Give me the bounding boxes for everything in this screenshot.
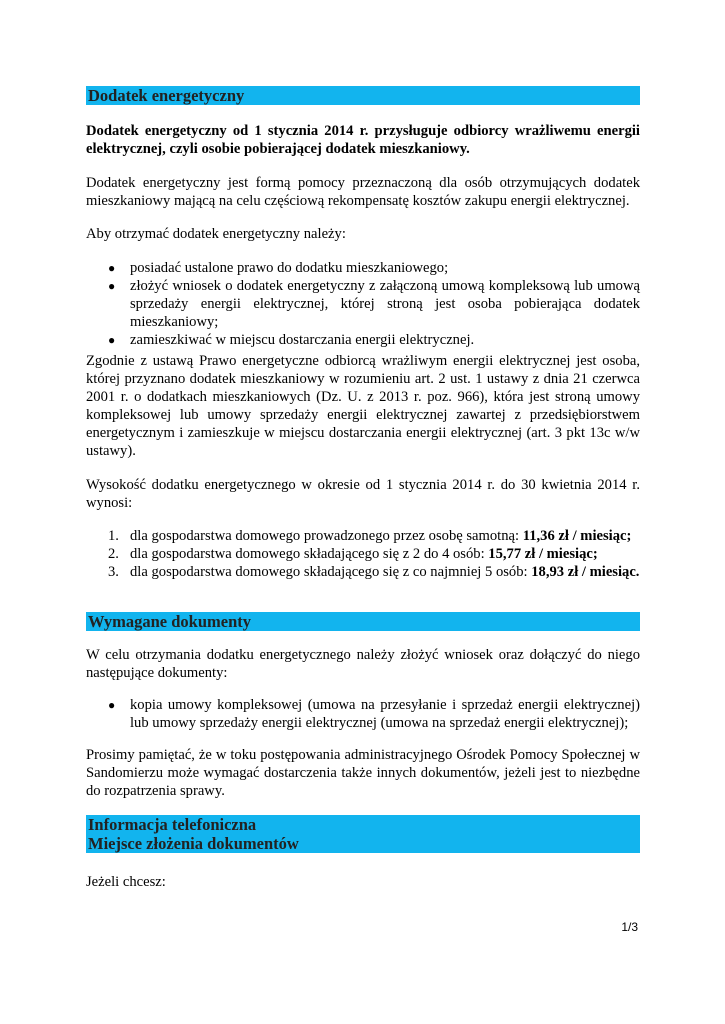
if-you-want-paragraph: Jeżeli chcesz: [86,874,166,890]
definition-paragraph: Dodatek energetyczny jest formą pomocy przeznaczoną dla osób otrzymujących dodatek mieszkaniowy mającą na celu częściową rekompensatę kosztów zakupu energii elektrycznej. [86,175,640,209]
section-heading-required-documents: Wymagane dokumenty [86,612,640,631]
notice-paragraph: Prosimy pamiętać, że w toku postępowania administracyjnego Ośrodek Pomocy Społecznej w Sandomierzu może wymagać dostarczenia także innych dokumentów, jeżeli jest to niezbędne do rozpatrzenia sprawy. [86,747,640,799]
list-item: 1. dla gospodarstwa domowego prowadzonego przez osobę samotną: 11,36 zł / miesiąc; [108,528,632,544]
bullet-icon: ● [108,698,116,712]
heading-line-phone-info: Informacja telefoniczna [88,815,257,834]
legal-definition-paragraph: Zgodnie z ustawą Prawo energetyczne odbiorcą wrażliwym energii elektrycznej jest osoba, której przyznano dodatek mieszkaniowy w rozumieniu art. 2 ust. 1 ustawy z dnia 21 czerwca 2001 r. o dodatkach mieszkaniowych (Dz. U. z 2013 r. poz. 966), która jest stroną umowy kompleksowej lub umowy sprzedaży energii elektrycznej zawartej z przedsiębiorstwem energetycznym i zamieszkuje w miejscu dostarczania energii elektrycznej (art. 3 pkt 13c w/w ustawy). [86,353,640,459]
amounts-list [86,527,640,581]
amount-value: 18,93 zł / miesiąc. [531,564,640,580]
heading-line-submission-place: Miejsce złożenia dokumentów [88,834,299,853]
bullet-icon: ● [108,279,116,293]
list-item: 3. dla gospodarstwa domowego składającego się z co najmniej 5 osób: 18,93 zł / miesiąc. [108,564,640,580]
page-number: 1/3 [621,920,638,934]
documents-list [86,696,640,732]
list-item: 2. dla gospodarstwa domowego składającego się z 2 do 4 osób: 15,77 zł / miesiąc; [108,546,598,562]
requirements-list [86,259,640,349]
bullet-icon: ● [108,261,116,275]
bullet-icon: ● [108,333,116,347]
requirements-lead: Aby otrzymać dodatek energetyczny należy: [86,226,346,242]
section-heading-contact [86,815,640,853]
intro-bold-paragraph: Dodatek energetyczny od 1 stycznia 2014 r. przysługuje odbiorcy wrażliwemu energii elektrycznej, czyli osobie pobierającej dodatek mieszkaniowy. [86,123,640,157]
list-item: ● kopia umowy kompleksowej (umowa na przesyłanie i sprzedaż energii elektrycznej) lub umowy sprzedaży energii elektrycznej (umowa na sprzedaż energii elektrycznej); [108,697,640,731]
section-heading-energy-allowance: Dodatek energetyczny [86,86,640,105]
list-item: ● zamieszkiwać w miejscu dostarczania energii elektrycznej. [108,332,475,348]
list-item: ● posiadać ustalone prawo do dodatku mieszkaniowego; [108,260,449,276]
amount-value: 11,36 zł / miesiąc; [522,528,632,544]
amount-value: 15,77 zł / miesiąc; [488,546,598,562]
amount-lead: Wysokość dodatku energetycznego w okresie od 1 stycznia 2014 r. do 30 kwietnia 2014 r. wynosi: [86,477,640,511]
list-item: ● złożyć wniosek o dodatek energetyczny z załączoną umową kompleksową lub umową sprzedaży energii elektrycznej, której stroną jest osoba pobierająca dodatek mieszkaniowy; [108,278,640,330]
documents-lead: W celu otrzymania dodatku energetycznego należy złożyć wniosek oraz dołączyć do niego następujące dokumenty: [86,647,640,681]
